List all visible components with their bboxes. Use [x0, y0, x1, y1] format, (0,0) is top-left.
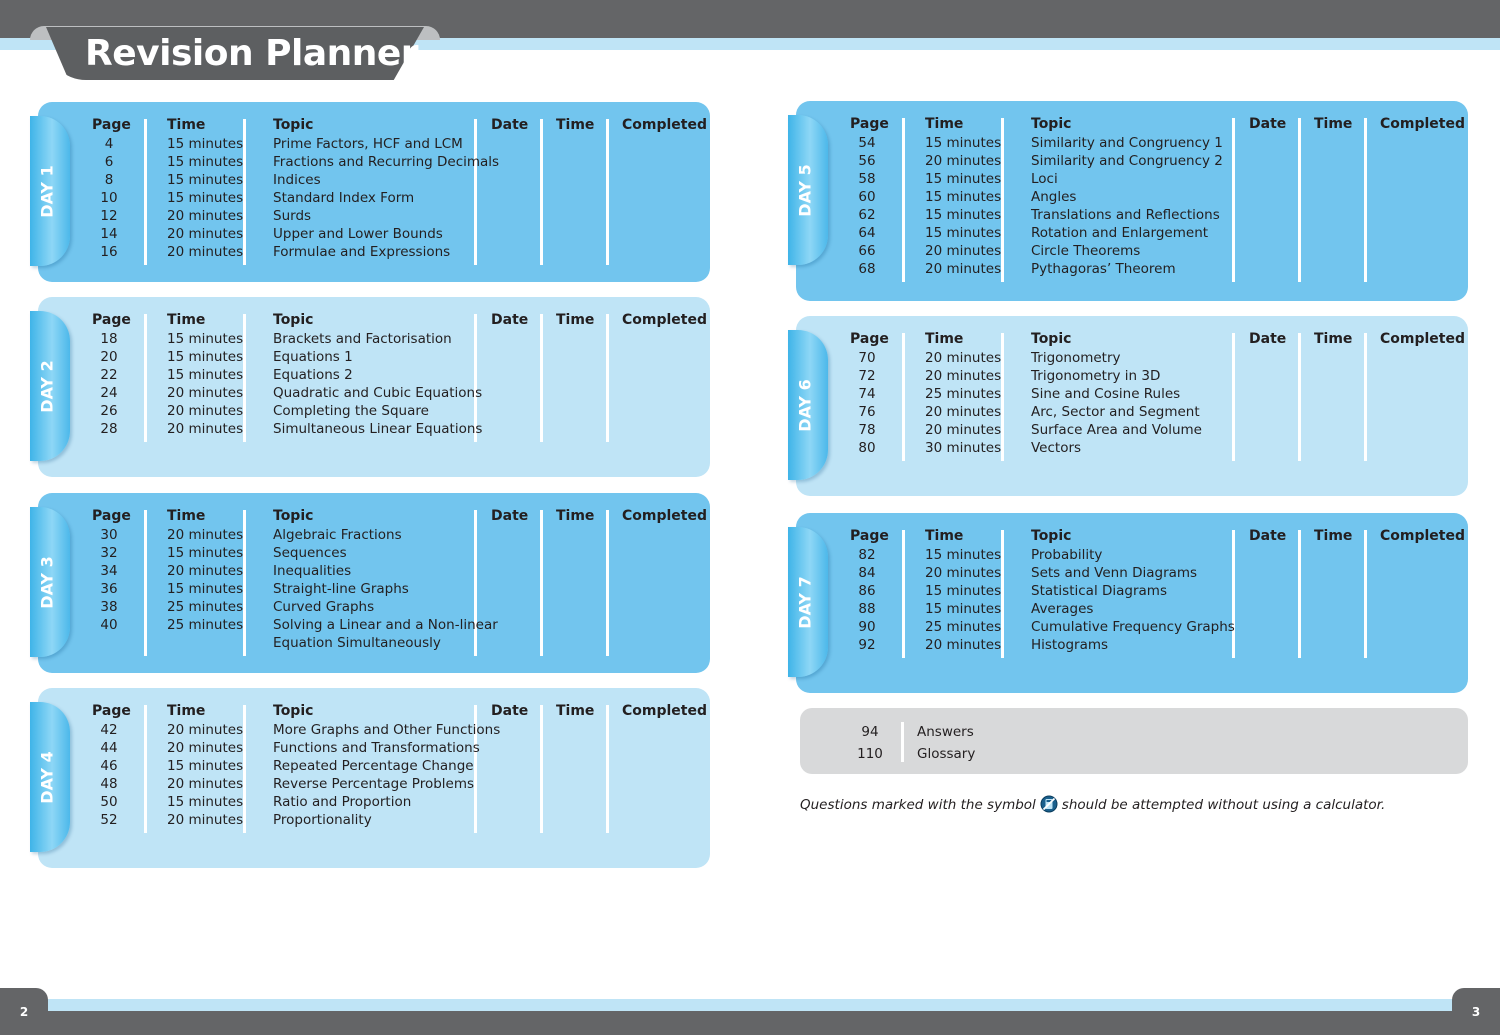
page-cell: 78: [858, 422, 876, 438]
page-cell: 18: [100, 331, 118, 347]
bottom-bar: [0, 1011, 1500, 1035]
time-cell: 15 minutes: [167, 172, 244, 188]
page-cell: 28: [100, 421, 118, 437]
column-divider: [606, 314, 609, 442]
topic-cell: Fractions and Recurring Decimals: [273, 154, 500, 170]
topic-cell: Trigonometry: [1031, 350, 1121, 366]
page-cell: 46: [100, 758, 118, 774]
header-completed: Completed: [1380, 116, 1466, 132]
day-card: [38, 688, 710, 868]
topic-cell: Quadratic and Cubic Equations: [273, 385, 483, 401]
column-divider: [144, 314, 147, 442]
page-cell: 44: [100, 740, 118, 756]
page-cell: 40: [100, 617, 118, 633]
column-divider: [1364, 333, 1367, 461]
topic-cell: Translations and Reflections: [1031, 207, 1220, 223]
header-completed: Completed: [1380, 331, 1466, 347]
column-divider: [1232, 333, 1235, 461]
header-completed: Completed: [622, 312, 708, 328]
topic-cell: Completing the Square: [273, 403, 429, 419]
day-ribbon: [30, 116, 70, 266]
header-date: Date: [1249, 528, 1287, 544]
time-cell: 15 minutes: [167, 190, 244, 206]
header-page: Page: [850, 116, 889, 132]
time-column: [925, 349, 1001, 457]
column-divider: [1232, 118, 1235, 282]
topic-cell: Cumulative Frequency Graphs: [1031, 619, 1235, 635]
column-divider: [606, 119, 609, 265]
extras-panel: [800, 708, 1468, 774]
day-card: [38, 493, 710, 673]
column-divider: [1298, 333, 1301, 461]
column-divider: [902, 530, 905, 658]
time-cell: 20 minutes: [925, 422, 1002, 438]
time-cell: 20 minutes: [925, 368, 1002, 384]
topic-column: [1031, 349, 1202, 457]
time-cell: 15 minutes: [925, 171, 1002, 187]
time-column: [925, 546, 1001, 654]
footnote: [800, 795, 1385, 817]
day-label: DAY 2: [37, 359, 57, 413]
topic-cell: Curved Graphs: [273, 599, 375, 615]
page-cell: 92: [858, 637, 876, 653]
time-cell: 20 minutes: [167, 403, 244, 419]
column-divider: [1298, 118, 1301, 282]
topic-column: [273, 330, 482, 438]
page-cell: 68: [858, 261, 876, 277]
header-page: Page: [850, 528, 889, 544]
column-divider: [243, 119, 246, 265]
topic-cell: Statistical Diagrams: [1031, 583, 1167, 599]
time-cell: 20 minutes: [167, 385, 244, 401]
topic-cell: Brackets and Factorisation: [273, 331, 452, 347]
page-cell: 90: [858, 619, 876, 635]
time-cell: 20 minutes: [925, 350, 1002, 366]
topic-cell: Trigonometry in 3D: [1031, 368, 1161, 384]
column-divider: [540, 314, 543, 442]
page-cell: 8: [104, 172, 114, 188]
page-cell: 20: [100, 349, 118, 365]
column-divider: [1364, 118, 1367, 282]
header-date: Date: [1249, 116, 1287, 132]
time-cell: 20 minutes: [925, 261, 1002, 277]
topic-column: [273, 135, 499, 261]
topic-cell: Equations 1: [273, 349, 353, 365]
topic-cell: Arc, Sector and Segment: [1031, 404, 1200, 420]
page-column: [846, 134, 888, 278]
day-ribbon: [788, 115, 828, 265]
header-date: Date: [491, 312, 529, 328]
time-cell: 25 minutes: [925, 386, 1002, 402]
column-divider: [1001, 530, 1004, 658]
day-ribbon: [788, 330, 828, 480]
header-time: Time: [167, 117, 206, 133]
topic-cell: Surds: [273, 208, 312, 224]
header-completed: Completed: [622, 703, 708, 719]
header-page: Page: [92, 703, 131, 719]
topic-cell: Sequences: [273, 545, 347, 561]
column-divider: [540, 705, 543, 833]
time-cell: 20 minutes: [167, 776, 244, 792]
time-cell: 15 minutes: [925, 189, 1002, 205]
topic-cell: Ratio and Proportion: [273, 794, 412, 810]
page-cell: 36: [100, 581, 118, 597]
topic-cell: Vectors: [1031, 440, 1082, 456]
page-cell: 66: [858, 243, 876, 259]
topic-cell: Equations 2: [273, 367, 353, 383]
page-cell: 10: [100, 190, 118, 206]
time-column: [167, 135, 243, 261]
header-page: Page: [92, 117, 131, 133]
topic-cell: Proportionality: [273, 812, 372, 828]
day-ribbon: [30, 507, 70, 657]
page-cell: 6: [104, 154, 114, 170]
page-column: [88, 526, 130, 634]
header-time-done: Time: [556, 312, 595, 328]
topic-cell: Rotation and Enlargement: [1031, 225, 1209, 241]
topic-cell: Similarity and Congruency 2: [1031, 153, 1223, 169]
header-time: Time: [167, 508, 206, 524]
page-cell: 32: [100, 545, 118, 561]
column-divider: [606, 705, 609, 833]
topic-cell: Straight-line Graphs: [273, 581, 409, 597]
topic-column: [1031, 546, 1235, 654]
time-cell: 20 minutes: [167, 226, 244, 242]
page-cell: 56: [858, 153, 876, 169]
page-cell: 34: [100, 563, 118, 579]
no-calculator-icon: [1040, 795, 1058, 817]
header-time: Time: [925, 116, 964, 132]
day-label: DAY 4: [37, 750, 57, 804]
day-label: DAY 5: [795, 163, 815, 217]
topic-cell: Loci: [1031, 171, 1058, 187]
time-cell: 20 minutes: [167, 740, 244, 756]
column-divider: [1001, 118, 1004, 282]
extras-items: [917, 721, 975, 765]
header-time-done: Time: [1314, 331, 1353, 347]
time-cell: 15 minutes: [925, 601, 1002, 617]
column-divider: [144, 705, 147, 833]
topic-cell: Pythagoras’ Theorem: [1031, 261, 1176, 277]
header-time: Time: [167, 312, 206, 328]
header-time-done: Time: [1314, 116, 1353, 132]
column-divider: [606, 510, 609, 656]
time-column: [925, 134, 1001, 278]
topic-cell: Formulae and Expressions: [273, 244, 451, 260]
page-column: [88, 721, 130, 829]
topic-column: [1031, 134, 1223, 278]
time-cell: 20 minutes: [167, 563, 244, 579]
page-column: [88, 330, 130, 438]
page-cell: 62: [858, 207, 876, 223]
time-cell: 20 minutes: [167, 722, 244, 738]
day-label: DAY 6: [795, 378, 815, 432]
time-cell: 15 minutes: [167, 349, 244, 365]
time-cell: 15 minutes: [167, 154, 244, 170]
page-number-left: 2: [0, 988, 48, 1035]
time-cell: 20 minutes: [925, 404, 1002, 420]
column-divider: [540, 119, 543, 265]
page-cell: 72: [858, 368, 876, 384]
time-column: [167, 721, 243, 829]
day-ribbon: [30, 702, 70, 852]
topic-cell: Inequalities: [273, 563, 352, 579]
topic-column: [273, 526, 498, 652]
header-time: Time: [167, 703, 206, 719]
divider: [901, 722, 904, 762]
time-cell: 15 minutes: [167, 794, 244, 810]
page-cell: 30: [100, 527, 118, 543]
time-cell: 25 minutes: [167, 599, 244, 615]
time-cell: 15 minutes: [167, 331, 244, 347]
header-topic: Topic: [273, 508, 314, 524]
topic-cell: Circle Theorems: [1031, 243, 1141, 259]
header-topic: Topic: [273, 703, 314, 719]
column-divider: [1001, 333, 1004, 461]
column-divider: [243, 510, 246, 656]
header-page: Page: [92, 312, 131, 328]
header-completed: Completed: [622, 508, 708, 524]
page-cell: 82: [858, 547, 876, 563]
page-column: [88, 135, 130, 261]
topic-cell: Simultaneous Linear Equations: [273, 421, 483, 437]
column-divider: [1298, 530, 1301, 658]
header-time-done: Time: [556, 703, 595, 719]
header-topic: Topic: [1031, 116, 1072, 132]
topic-cell: Sets and Venn Diagrams: [1031, 565, 1198, 581]
time-cell: 15 minutes: [167, 758, 244, 774]
page-cell: 58: [858, 171, 876, 187]
time-cell: 15 minutes: [925, 547, 1002, 563]
page-cell: 14: [100, 226, 118, 242]
extras-item-glossary[interactable]: Glossary: [917, 746, 976, 762]
header-date: Date: [1249, 331, 1287, 347]
topic-cell: Solving a Linear and a Non-linear: [273, 617, 498, 633]
time-cell: 20 minutes: [167, 527, 244, 543]
time-cell: 15 minutes: [925, 207, 1002, 223]
header-date: Date: [491, 703, 529, 719]
page-cell: 24: [100, 385, 118, 401]
header-topic: Topic: [273, 117, 314, 133]
bottom-stripe: [0, 999, 1500, 1011]
extras-item-answers[interactable]: Answers: [917, 724, 974, 740]
time-cell: 15 minutes: [925, 135, 1002, 151]
page-cell: 80: [858, 440, 876, 456]
time-cell: 15 minutes: [167, 545, 244, 561]
column-divider: [540, 510, 543, 656]
topic-cell: Upper and Lower Bounds: [273, 226, 443, 242]
page-cell: 64: [858, 225, 876, 241]
page-cell: 12: [100, 208, 118, 224]
header-completed: Completed: [622, 117, 708, 133]
time-cell: 20 minutes: [167, 421, 244, 437]
header-time: Time: [925, 331, 964, 347]
day-ribbon: [30, 311, 70, 461]
topic-cell: Angles: [1031, 189, 1077, 205]
header-page: Page: [850, 331, 889, 347]
time-cell: 30 minutes: [925, 440, 1002, 456]
page-cell: 42: [100, 722, 118, 738]
day-label: DAY 1: [37, 164, 57, 218]
extras-pages: [850, 721, 890, 765]
header-page: Page: [92, 508, 131, 524]
topic-cell: Similarity and Congruency 1: [1031, 135, 1223, 151]
column-divider: [902, 118, 905, 282]
time-cell: 15 minutes: [167, 581, 244, 597]
extras-page: 94: [861, 724, 879, 740]
day-label: DAY 7: [795, 575, 815, 629]
day-card: [796, 101, 1468, 301]
time-column: [167, 330, 243, 438]
topic-cell: Standard Index Form: [273, 190, 415, 206]
topic-cell: Algebraic Fractions: [273, 527, 402, 543]
extras-page: 110: [857, 746, 883, 762]
time-cell: 15 minutes: [167, 367, 244, 383]
topic-cell: Reverse Percentage Problems: [273, 776, 475, 792]
page-cell: 26: [100, 403, 118, 419]
column-divider: [902, 333, 905, 461]
header-topic: Topic: [1031, 331, 1072, 347]
header-time-done: Time: [556, 117, 595, 133]
header-time-done: Time: [1314, 528, 1353, 544]
time-cell: 15 minutes: [925, 225, 1002, 241]
topic-cell: Indices: [273, 172, 321, 188]
page-cell: 48: [100, 776, 118, 792]
day-card: [38, 297, 710, 477]
day-card: [796, 316, 1468, 496]
page-cell: 76: [858, 404, 876, 420]
page-cell: 84: [858, 565, 876, 581]
time-cell: 20 minutes: [167, 812, 244, 828]
page-cell: 86: [858, 583, 876, 599]
header-topic: Topic: [1031, 528, 1072, 544]
header-completed: Completed: [1380, 528, 1466, 544]
topic-cell: Histograms: [1031, 637, 1109, 653]
page-number-right: 3: [1452, 988, 1500, 1035]
time-cell: 20 minutes: [925, 565, 1002, 581]
column-divider: [1364, 530, 1367, 658]
footnote-text-before: Questions marked with the symbol: [800, 797, 1036, 813]
page-cell: 54: [858, 135, 876, 151]
day-card: [796, 513, 1468, 693]
column-divider: [243, 705, 246, 833]
header-time: Time: [925, 528, 964, 544]
time-cell: 20 minutes: [167, 244, 244, 260]
time-cell: 25 minutes: [167, 617, 244, 633]
page-cell: 70: [858, 350, 876, 366]
time-cell: 20 minutes: [925, 153, 1002, 169]
topic-cell: Functions and Transformations: [273, 740, 480, 756]
day-ribbon: [788, 527, 828, 677]
topic-cell: Surface Area and Volume: [1031, 422, 1202, 438]
time-cell: 15 minutes: [167, 136, 244, 152]
page-cell: 74: [858, 386, 876, 402]
day-label: DAY 3: [37, 555, 57, 609]
page-column: [846, 349, 888, 457]
footnote-text-after: should be attempted without using a calculator.: [1061, 797, 1386, 813]
header-date: Date: [491, 508, 529, 524]
day-card: [38, 102, 710, 282]
page-title: Revision Planner: [85, 33, 419, 74]
topic-cell: Repeated Percentage Change: [273, 758, 474, 774]
time-cell: 20 minutes: [925, 243, 1002, 259]
header-topic: Topic: [273, 312, 314, 328]
topic-cell: Averages: [1031, 601, 1094, 617]
page-cell: 16: [100, 244, 118, 260]
column-divider: [144, 119, 147, 265]
time-column: [167, 526, 243, 634]
page-cell: 4: [104, 136, 114, 152]
column-divider: [243, 314, 246, 442]
page-cell: 60: [858, 189, 876, 205]
column-divider: [144, 510, 147, 656]
header-date: Date: [491, 117, 529, 133]
topic-cell: Prime Factors, HCF and LCM: [273, 136, 463, 152]
topic-cell: Sine and Cosine Rules: [1031, 386, 1181, 402]
time-cell: 15 minutes: [925, 583, 1002, 599]
time-cell: 25 minutes: [925, 619, 1002, 635]
page-column: [846, 546, 888, 654]
topic-column: [273, 721, 500, 829]
page-cell: 50: [100, 794, 118, 810]
time-cell: 20 minutes: [925, 637, 1002, 653]
topic-cell: More Graphs and Other Functions: [273, 722, 501, 738]
header-time-done: Time: [556, 508, 595, 524]
topic-cell: Equation Simultaneously: [273, 635, 441, 651]
page-cell: 38: [100, 599, 118, 615]
page-cell: 88: [858, 601, 876, 617]
page-cell: 52: [100, 812, 118, 828]
topic-cell: Probability: [1031, 547, 1103, 563]
time-cell: 20 minutes: [167, 208, 244, 224]
page-cell: 22: [100, 367, 118, 383]
